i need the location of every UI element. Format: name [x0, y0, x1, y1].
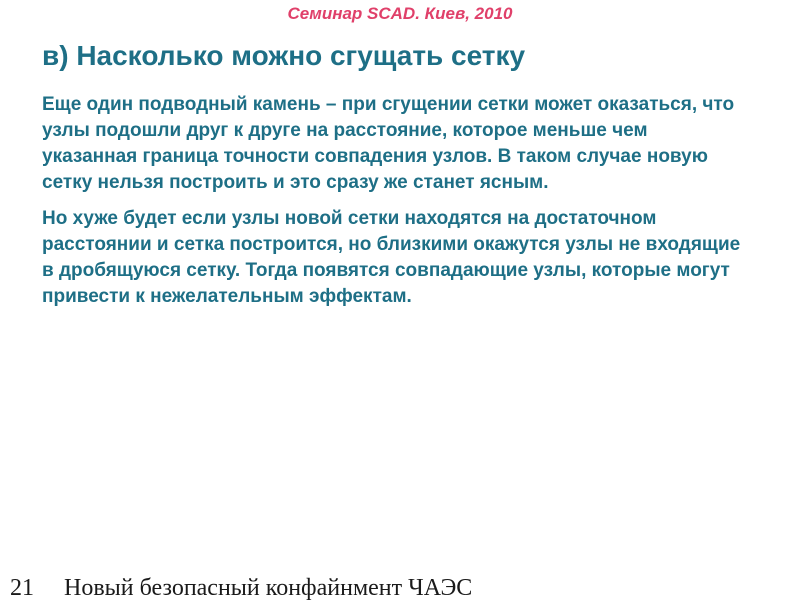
slide-footer	[10, 575, 472, 602]
slide-title: в) Насколько можно сгущать сетку	[42, 40, 526, 71]
paragraph-1: Еще один подводный камень – при сгущении сетки может оказаться, что узлы подошли друг к друге на расстояние, которое меньше чем указанная граница точности совпадения узлов. В таком случае новую сетку нельзя построить и это сразу же станет ясным.	[42, 94, 735, 193]
paragraph-2: Но хуже будет если узлы новой сетки находятся на достаточном расстоянии и сетка построится, но близкими окажутся узлы не входящие в дробящуюся сетку. Тогда появятся совпадающие узлы, которые могут привести к нежелательным эффектам.	[42, 208, 741, 307]
footer-caption: Новый безопасный конфайнмент ЧАЭС	[64, 575, 473, 601]
page-number: 21	[10, 575, 34, 601]
slide-body	[42, 92, 742, 320]
seminar-header: Семинар SCAD. Киев, 2010	[287, 4, 513, 23]
